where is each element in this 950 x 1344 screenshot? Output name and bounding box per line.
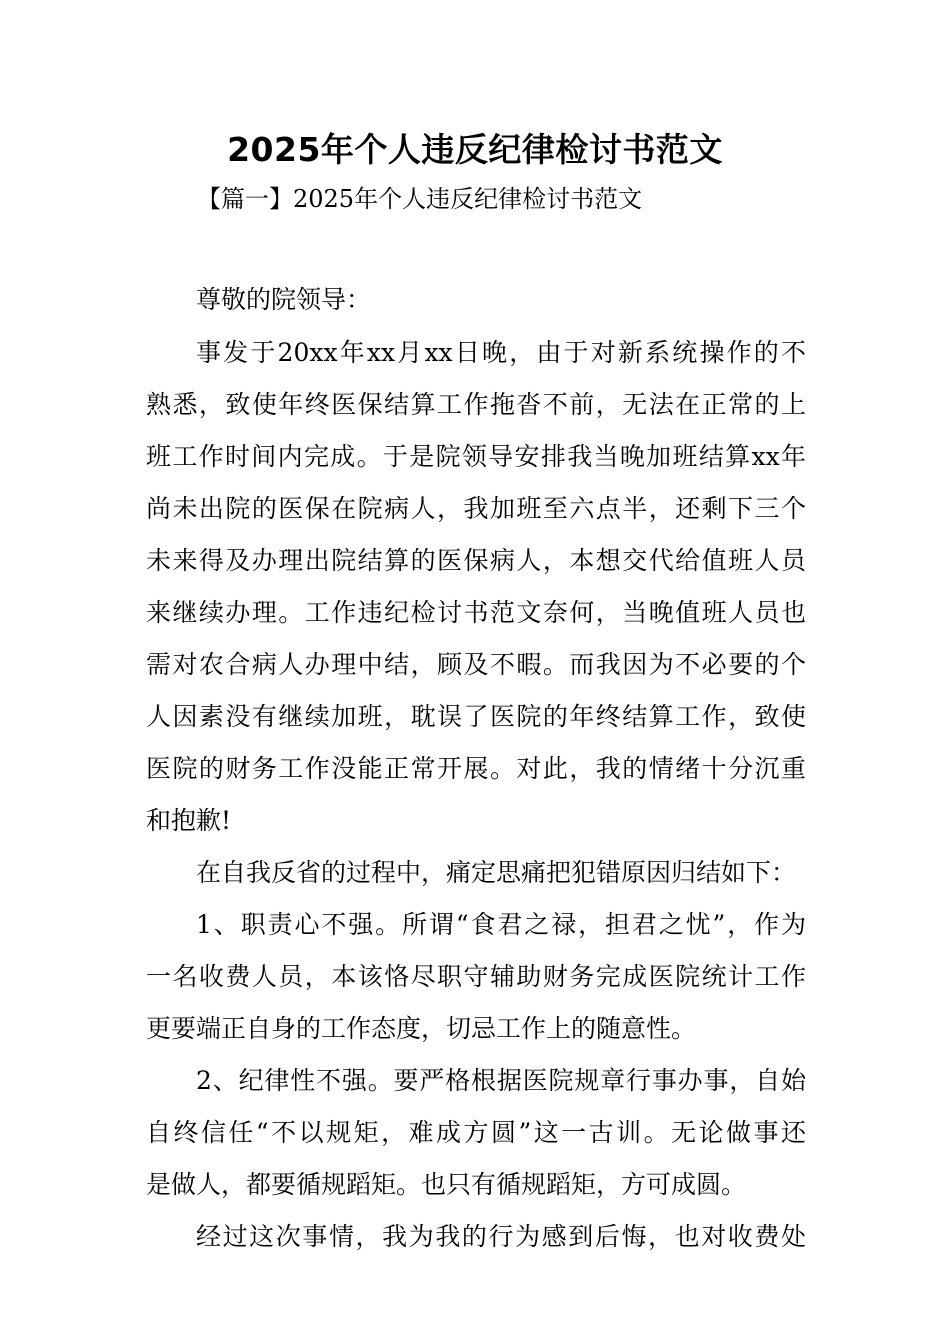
- paragraph-line: 更要端正自身的工作态度，切忌工作上的随意性。: [146, 1014, 697, 1043]
- paragraph-line: 和抱歉!: [146, 806, 232, 835]
- paragraph-line: 一名收费人员，本该恪尽职守辅助财务完成医院统计工作: [146, 962, 806, 991]
- paragraph-line: 2、纪律性不强。要严格根据医院规章行事办事，自始: [196, 1066, 806, 1095]
- paragraph-line: 经过这次事情，我为我的行为感到后悔，也对收费处: [196, 1222, 806, 1251]
- paragraph-line: 是做人，都要循规蹈矩。也只有循规蹈矩，方可成圆。: [146, 1170, 747, 1199]
- paragraph-line: 自终信任“不以规矩，难成方圆”这一古训。无论做事还: [146, 1118, 806, 1147]
- paragraph-line: 来继续办理。工作违纪检讨书范文奈何，当晚值班人员也: [146, 598, 806, 627]
- paragraph-line: 班工作时间内完成。于是院领导安排我当晚加班结算xx年: [146, 442, 806, 471]
- paragraph-line: 未来得及办理出院结算的医保病人，本想交代给值班人员: [146, 546, 806, 575]
- paragraph-line: 1、职责心不强。所谓“食君之禄，担君之忧”，作为: [196, 910, 806, 939]
- document-title: 2025年个人违反纪律检讨书范文: [227, 130, 723, 169]
- paragraph-line: 事发于20xx年xx月xx日晚，由于对新系统操作的不: [196, 338, 806, 367]
- paragraph-line: 人因素没有继续加班，耽误了医院的年终结算工作，致使: [146, 702, 806, 731]
- document-subtitle: 【篇一】2025年个人违反纪律检讨书范文: [197, 185, 643, 213]
- paragraph-line: 熟悉，致使年终医保结算工作拖沓不前，无法在正常的上: [146, 390, 806, 419]
- paragraph-line: 医院的财务工作没能正常开展。对此，我的情绪十分沉重: [146, 754, 806, 783]
- paragraph-line: 需对农合病人办理中结，顾及不暇。而我因为不必要的个: [146, 650, 806, 679]
- salutation: 尊敬的院领导：: [196, 285, 372, 314]
- paragraph-line: 在自我反省的过程中，痛定思痛把犯错原因归结如下：: [196, 858, 797, 887]
- paragraph-line: 尚未出院的医保在院病人，我加班至六点半，还剩下三个: [146, 494, 806, 523]
